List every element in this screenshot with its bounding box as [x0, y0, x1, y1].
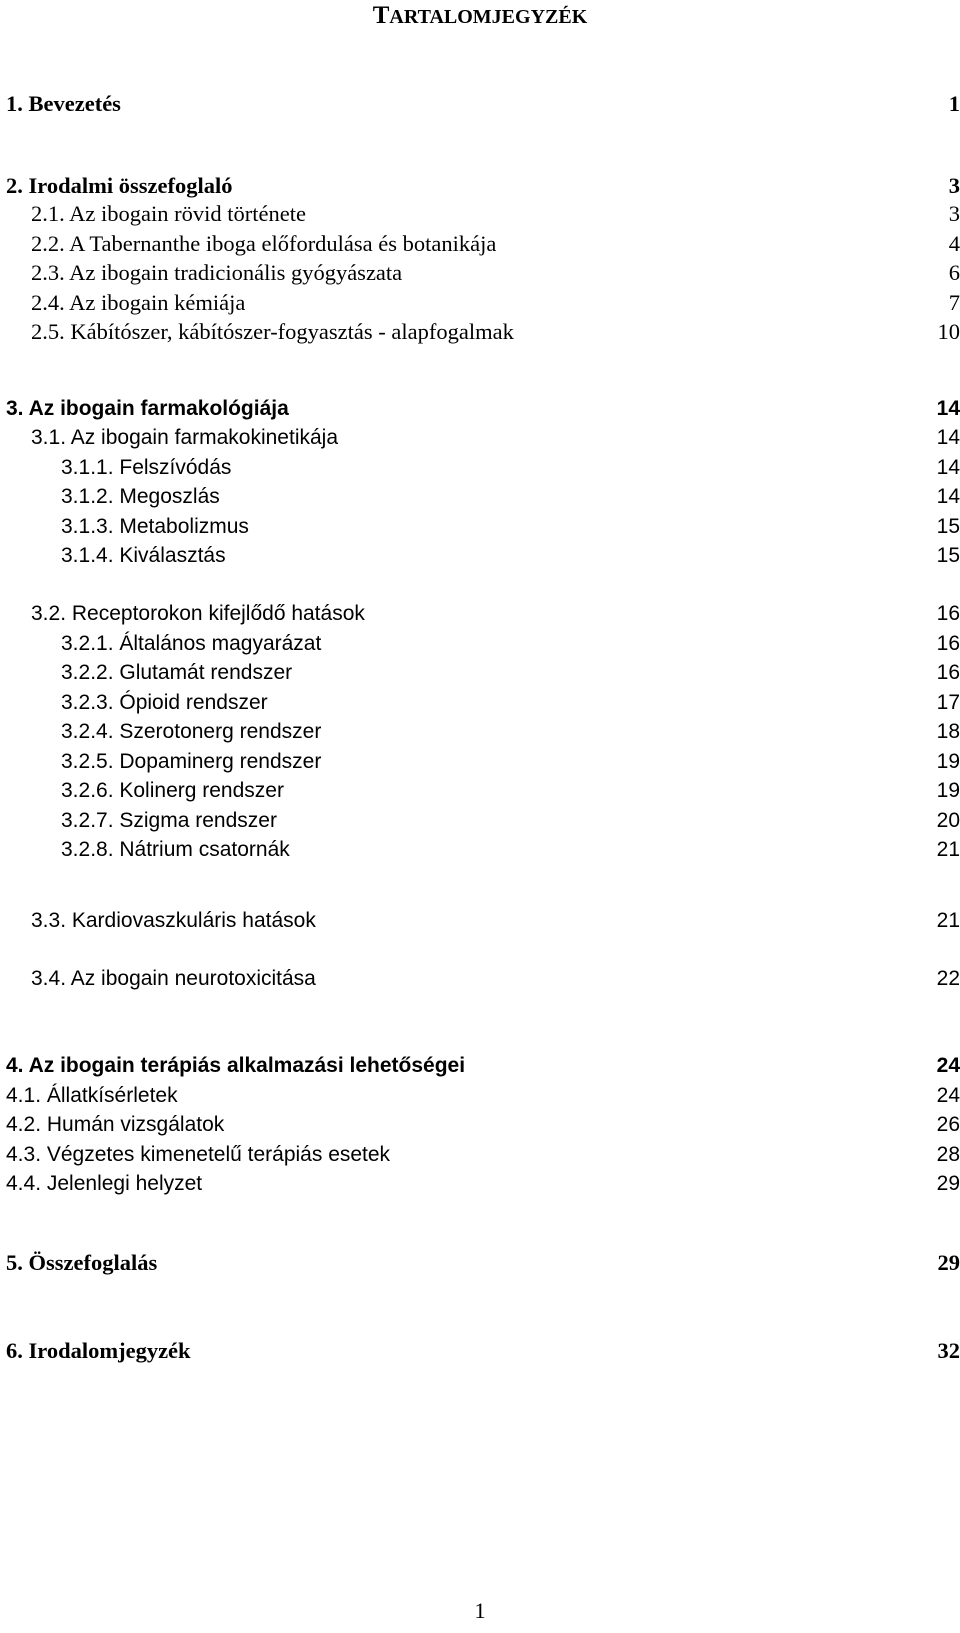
- toc-entry-label: 3.1.3. Metabolizmus: [61, 515, 249, 538]
- page-title-rest: ARTALOMJEGYZÉK: [389, 6, 588, 28]
- toc-entry-page: 16: [936, 661, 960, 684]
- toc-entry: [0, 540, 960, 572]
- toc-entry-label: 3.2.5. Dopaminerg rendszer: [61, 750, 322, 773]
- toc-entry-label: 4.2. Humán vizsgálatok: [6, 1113, 225, 1136]
- toc-entry-page: 28: [936, 1143, 960, 1166]
- toc-entry: [0, 1247, 960, 1279]
- toc-entry-label: 3.2.6. Kolinerg rendszer: [61, 779, 284, 802]
- toc-entry-label: 3.1.4. Kiválasztás: [61, 544, 226, 567]
- toc-entry: [0, 198, 960, 230]
- toc-entry-page: 7: [948, 290, 960, 315]
- toc-entry-label: 3.2. Receptorokon kifejlődő hatások: [31, 602, 365, 625]
- toc-entry-page: 24: [936, 1084, 960, 1107]
- toc-entry-page: 19: [936, 750, 960, 773]
- toc-entry-page: 20: [936, 809, 960, 832]
- toc-entry-label: 3.2.4. Szerotonerg rendszer: [61, 720, 322, 743]
- toc-entry-label: 3.2.2. Glutamát rendszer: [61, 661, 293, 684]
- toc-entry-page: 3: [948, 173, 960, 198]
- toc-entry-page: 21: [936, 909, 960, 932]
- toc-entry: [0, 422, 960, 454]
- toc-entry-label: 4.4. Jelenlegi helyzet: [6, 1172, 203, 1195]
- toc-entry: [0, 805, 960, 837]
- toc-entry-page: 29: [936, 1172, 960, 1195]
- footer-page-number: 1: [474, 1598, 486, 1623]
- toc-entry-page: 4: [948, 231, 960, 256]
- toc-entry: [0, 716, 960, 748]
- toc-entry-page: 29: [937, 1250, 960, 1275]
- toc-entry-page: 24: [936, 1054, 960, 1077]
- toc-entry-page: 15: [936, 515, 960, 538]
- toc-entry: [0, 88, 960, 120]
- toc-entry-label: 3.3. Kardiovaszkuláris hatások: [31, 909, 316, 932]
- toc-entry-page: 26: [936, 1113, 960, 1136]
- toc-entry: [0, 628, 960, 660]
- toc-entry: [0, 1109, 960, 1141]
- toc-entry: [0, 511, 960, 543]
- toc-entry-page: 16: [936, 632, 960, 655]
- toc-entry: [0, 1050, 960, 1082]
- toc-entry-label: 2.1. Az ibogain rövid története: [31, 201, 306, 226]
- toc-entry: [0, 963, 960, 995]
- page-title: [0, 0, 960, 33]
- toc-entry: [0, 687, 960, 719]
- toc-entry: [0, 481, 960, 513]
- toc-entry-label: 3.1.2. Megoszlás: [61, 485, 220, 508]
- toc-entry: [0, 1139, 960, 1171]
- toc-entry: [0, 657, 960, 689]
- toc-entry: [0, 228, 960, 260]
- toc-entry: [0, 316, 960, 348]
- toc-entry-page: 14: [936, 397, 960, 420]
- toc-entry-label: 2.4. Az ibogain kémiája: [31, 290, 246, 315]
- toc-entry: [0, 1168, 960, 1200]
- toc-entry-page: 21: [936, 838, 960, 861]
- toc-entry-page: 14: [936, 456, 960, 479]
- toc-entry-page: 18: [936, 720, 960, 743]
- toc-entry: [0, 598, 960, 630]
- page-title-initial: T: [372, 2, 390, 29]
- toc-entry-label: 3.2.7. Szigma rendszer: [61, 809, 277, 832]
- toc-entry-label: 2. Irodalmi összefoglaló: [6, 173, 233, 198]
- toc-entry-label: 3.2.8. Nátrium csatornák: [61, 838, 290, 861]
- toc-entry: [0, 257, 960, 289]
- toc-entry: [0, 1080, 960, 1112]
- toc-entry: [0, 775, 960, 807]
- toc-entry-label: 3. Az ibogain farmakológiája: [6, 397, 289, 420]
- toc-entry-page: 32: [937, 1338, 960, 1363]
- toc-entry-label: 2.2. A Tabernanthe iboga előfordulása és botanikája: [31, 231, 497, 256]
- toc-entry-page: 3: [948, 201, 960, 226]
- toc-entry-label: 4.3. Végzetes kimenetelű terápiás esetek: [6, 1143, 391, 1166]
- toc-entry-label: 3.1. Az ibogain farmakokinetikája: [31, 426, 339, 449]
- toc-entry-page: 22: [936, 967, 960, 990]
- toc-entry-label: 3.2.3. Ópioid rendszer: [61, 691, 268, 714]
- toc-entry-label: 1. Bevezetés: [6, 91, 121, 116]
- toc-entry-label: 2.5. Kábítószer, kábítószer-fogyasztás - alapfogalmak: [31, 319, 514, 344]
- toc-entry: [0, 393, 960, 425]
- toc-entry-page: 10: [937, 319, 960, 344]
- toc-entry-page: 16: [936, 602, 960, 625]
- toc-entry: [0, 452, 960, 484]
- toc-entry-page: 1: [948, 91, 960, 116]
- toc-entry-label: 3.2.1. Általános magyarázat: [61, 632, 322, 655]
- toc-entry-label: 3.4. Az ibogain neurotoxicitása: [31, 967, 316, 990]
- toc-entry-page: 19: [936, 779, 960, 802]
- toc-entry: [0, 834, 960, 866]
- toc-entry: [0, 746, 960, 778]
- toc-entry-label: 3.1.1. Felszívódás: [61, 456, 232, 479]
- toc-entry-page: 15: [936, 544, 960, 567]
- toc-entry-label: 4. Az ibogain terápiás alkalmazási lehetőségei: [6, 1054, 466, 1077]
- toc-entry-label: 2.3. Az ibogain tradicionális gyógyászata: [31, 260, 403, 285]
- toc-entry-page: 14: [936, 485, 960, 508]
- toc-entry: [0, 287, 960, 319]
- toc-entry-label: 6. Irodalomjegyzék: [6, 1338, 191, 1363]
- toc-entry: [0, 905, 960, 937]
- toc-entry-page: 6: [948, 260, 960, 285]
- toc-entry-page: 17: [936, 691, 960, 714]
- toc-entry-label: 4.1. Állatkísérletek: [6, 1084, 178, 1107]
- toc-entry: [0, 1335, 960, 1367]
- toc-entry-page: 14: [936, 426, 960, 449]
- toc-entry-label: 5. Összefoglalás: [6, 1250, 158, 1275]
